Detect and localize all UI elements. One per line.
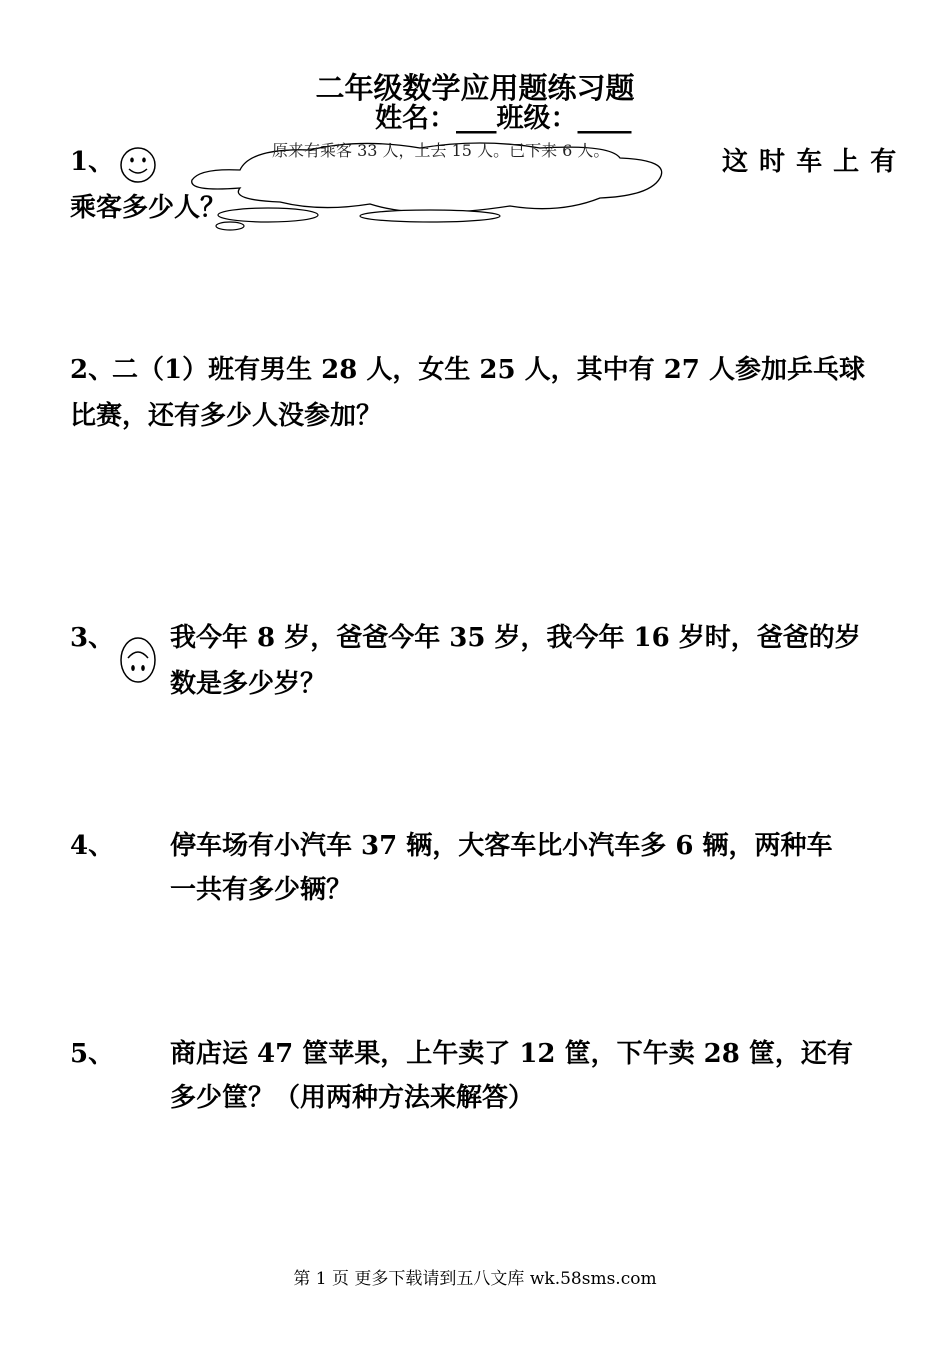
question-1-line1: 这 时 车 上 有 [722, 147, 898, 177]
smiley-face-icon [119, 146, 157, 184]
question-4-line2: 一共有多少辆？ [170, 875, 353, 905]
question-5-line2: 多少筐？（用两种方法来解答） [170, 1083, 535, 1113]
question-1-line2: 乘客多少人？ [70, 193, 227, 223]
question-4-line1: 停车场有小汽车 37 辆，大客车比小汽车多 6 辆，两种车 [170, 831, 833, 861]
thought-bubble-text: 原来有乘客 33 人，上去 15 人。已下来 6 人。 [272, 141, 610, 160]
question-5-line1: 商店运 47 筐苹果，上午卖了 12 筐，下午卖 28 筐，还有 [170, 1039, 853, 1069]
question-5-number: 5、 [70, 1039, 115, 1069]
page-footer: 第 1 页 更多下载请到五八文库 wk.58sms.com [293, 1269, 657, 1289]
page-title: 二年级数学应用题练习题 [315, 71, 635, 105]
question-4-number: 4、 [70, 831, 115, 861]
question-1-number: 1、 [70, 147, 115, 177]
question-3-number: 3、 [70, 623, 115, 653]
question-3-line2: 数是多少岁？ [170, 669, 327, 699]
name-class-line: 姓名：___班级：____ [375, 103, 632, 134]
question-2-line1: 二（1）班有男生 28 人，女生 25 人，其中有 27 人参加乒乓球 [112, 355, 865, 385]
question-2-number: 2、 [70, 355, 115, 385]
question-2-line2: 比赛，还有多少人没参加？ [70, 401, 383, 431]
question-3-line1: 我今年 8 岁，爸爸今年 35 岁，我今年 16 岁时，爸爸的岁 [170, 623, 861, 653]
upside-down-face-icon [119, 636, 157, 684]
